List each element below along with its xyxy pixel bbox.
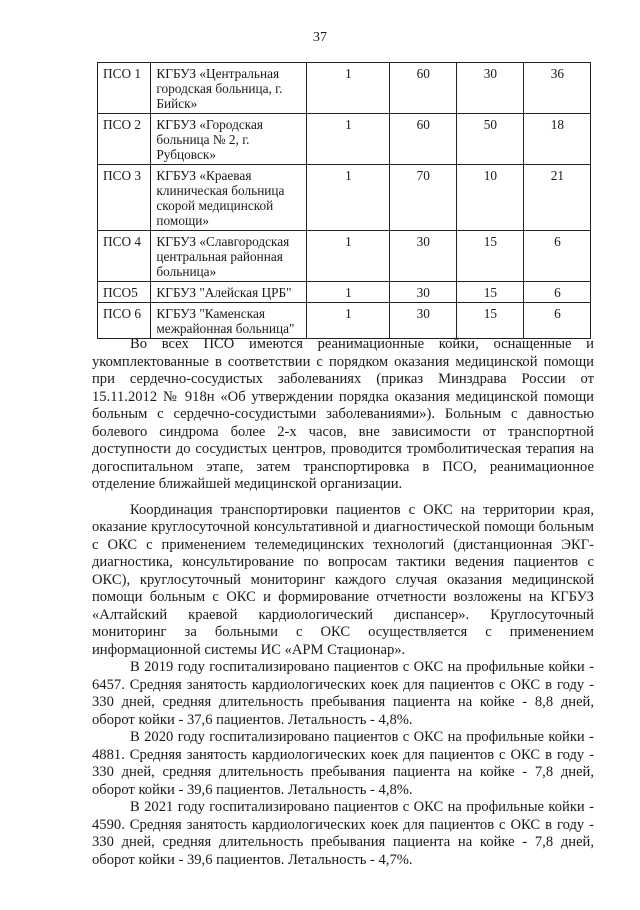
table-cell-value: 1 [307, 231, 390, 282]
table-cell-id: ПСО 2 [98, 114, 151, 165]
table-cell-name: КГБУЗ «Центральная городская больница, г. Бийск» [151, 63, 307, 114]
table-cell-value: 1 [307, 114, 390, 165]
table-cell-name: КГБУЗ «Краевая клиническая больница скорой медицинской помощи» [151, 165, 307, 231]
table-cell-id: ПСО 4 [98, 231, 151, 282]
paragraph-2021-stats: В 2021 году госпитализировано пациентов с ОКС на профильные койки - 4590. Средняя занятость кардиологических коек для пациентов с ОКС в году - 330 дней, средняя длительность пребывания пациента на койке - 7,8 дней, оборот койки - 39,6 пациентов. Летальность - 4,7%. [92, 799, 594, 868]
table-cell-value: 36 [523, 63, 590, 114]
table-cell-value: 1 [307, 303, 390, 339]
paragraph-2020-stats: В 2020 году госпитализировано пациентов с ОКС на профильные койки - 4881. Средняя занятость кардиологических коек для пациентов с ОКС в году - 330 дней, средняя длительность пребывания пациента на койке - 7,8 дней, оборот койки - 39,6 пациентов. Летальность - 4,8%. [92, 729, 594, 798]
table-cell-value: 15 [456, 303, 523, 339]
paragraph-coordination: Координация транспортировки пациентов с ОКС на территории края, оказание круглосуточной консультативной и диагностической помощи больным с ОКС с применением телемедицинских технологий (дистанционная ЭКГ-диагностика, консультирование по вопросам тактики ведения пациентов с ОКС), круглосуточный мониторинг каждого случая оказания медицинской помощи больным с ОКС и формирование отчетности возложены на КГБУЗ «Алтайский краевой кардиологический диспансер». Круглосуточный мониторинг за больными с ОКС осуществляется с применением информационной системы ИС «АРМ Стационар». [92, 501, 594, 658]
table-cell-value: 30 [389, 303, 456, 339]
table-cell-value: 70 [389, 165, 456, 231]
table-row [98, 114, 591, 165]
table-cell-value: 30 [456, 63, 523, 114]
table-cell-value: 1 [307, 165, 390, 231]
table-cell-value: 60 [389, 114, 456, 165]
table-cell-value: 15 [456, 231, 523, 282]
table-cell-value: 10 [456, 165, 523, 231]
table-cell-value: 18 [523, 114, 590, 165]
table-cell-value: 60 [389, 63, 456, 114]
table-row [98, 303, 591, 339]
table-cell-value: 21 [523, 165, 590, 231]
table-cell-id: ПСО 1 [98, 63, 151, 114]
table-cell-value: 30 [389, 231, 456, 282]
table-cell-value: 1 [307, 63, 390, 114]
table-cell-value: 6 [523, 282, 590, 303]
table-cell-name: КГБУЗ «Городская больница № 2, г. Рубцовск» [151, 114, 307, 165]
table-cell-value: 1 [307, 282, 390, 303]
page-number: 37 [313, 30, 327, 45]
table-cell-id: ПСО 6 [98, 303, 151, 339]
table-cell-value: 30 [389, 282, 456, 303]
table-cell-name: КГБУЗ "Каменская межрайонная больница" [151, 303, 307, 339]
table-row [98, 165, 591, 231]
body-text [92, 336, 594, 869]
table-row [98, 63, 591, 114]
pso-table [97, 62, 591, 339]
table-cell-id: ПСО5 [98, 282, 151, 303]
table-cell-value: 50 [456, 114, 523, 165]
table-cell-value: 6 [523, 303, 590, 339]
table-row [98, 231, 591, 282]
paragraph-reanimation-beds: Во всех ПСО имеются реанимационные койки, оснащенные и укомплектованные в соответствии с порядком оказания медицинской помощи при сердечно-сосудистых заболеваниях (приказ Минздрава России от 15.11.2012 № 918н «Об утверждении порядка оказания медицинской помощи больным с сердечно-сосудистыми заболеваниями»). Больным с давностью болевого синдрома более 2-х часов, вне зависимости от транспортной доступности до сосудистых центров, проводится тромболитическая терапия на догоспитальном этапе, затем транспортировка в ПСО, реанимационное отделение ближайшей медицинской организации. [92, 336, 594, 492]
table-cell-name: КГБУЗ "Алейская ЦРБ" [151, 282, 307, 303]
table-cell-name: КГБУЗ «Славгородская центральная районная больница» [151, 231, 307, 282]
table-cell-value: 6 [523, 231, 590, 282]
table-row [98, 282, 591, 303]
table-cell-id: ПСО 3 [98, 165, 151, 231]
table-cell-value: 15 [456, 282, 523, 303]
paragraph-2019-stats: В 2019 году госпитализировано пациентов с ОКС на профильные койки - 6457. Средняя занятость кардиологических коек для пациентов с ОКС в году - 330 дней, средняя длительность пребывания пациента на койке - 8,8 дней, оборот койки - 37,6 пациентов. Летальность - 4,8%. [92, 659, 594, 728]
